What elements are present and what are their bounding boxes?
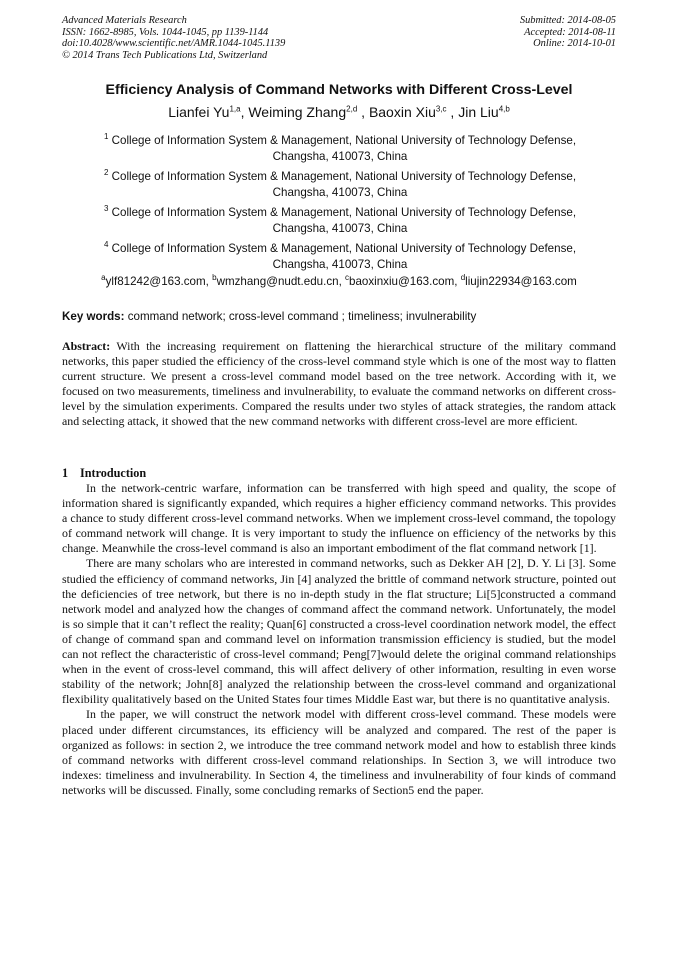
author-name: Baoxin Xiu — [368, 104, 436, 120]
email-list — [40, 273, 638, 288]
email-superscript: a — [101, 273, 106, 282]
affiliation-4 — [80, 237, 600, 273]
header-right — [520, 15, 616, 50]
email-separator: , — [338, 274, 346, 288]
email-superscript: b — [212, 273, 217, 282]
author-superscript: 3,c — [435, 104, 447, 114]
header-left — [62, 15, 285, 61]
affiliation-2 — [80, 165, 600, 201]
section-title: Introduction — [80, 466, 147, 480]
affiliation-3 — [80, 201, 600, 237]
paragraph: There are many scholars who are interested in command networks, such as Dekker AH [2], D. Y. Li [3]. Some studied the efficiency of command networks, Jin [4] analyzed the brittle of command network structure, pointed out the deficiencies of tree network, but there is no in-depth study in the flat structure; Li[5]constructed a command network model and analyzed how the changes of command affect the command network. Unfortunately, the model is so simple that it can’t reflect the reality; Quan[6] constructed a cross-level coordination network model, the effect of change of command span and command level on information transmission efficiency is studied, but the model can not reflect the characteristic of cross-level command; Peng[7]would delete the original command relationships when in the event of cross-level command, this will affect delivery of other information, resulting in even worse stability of the network; John[8] analyzed the relationship between the cross-level command and organizational flexibility qualitatively based on the United States four times Middle East war, but there is no quantitative analysis. — [62, 556, 616, 707]
journal-issn: ISSN: 1662-8985, Vols. 1044-1045, pp 1139-1144 — [62, 26, 269, 38]
online-date: Online: 2014-10-01 — [533, 38, 616, 50]
section-heading — [62, 466, 146, 481]
keywords — [62, 310, 616, 323]
affiliation-city: Changsha, 410073, China — [272, 221, 408, 235]
abstract — [62, 339, 616, 430]
affiliation-number: 1 — [103, 132, 109, 141]
affiliation-city: Changsha, 410073, China — [272, 149, 408, 163]
paragraph: In the paper, we will construct the network model with different cross-level command. These models were placed under different circumstances, its efficiency will be analyzed and compared. The rest of the paper is organized as follows: in section 2, we introduce the tree command network model and how to establish three kinds of command networks with different cross-level command relationships. In Section 3, we will introduce two indexes: timeliness and invulnerability. In Section 4, the timeliness and invulnerability of four kinds of command networks will be discussed. Finally, some concluding remarks of Section5 end the paper. — [62, 707, 616, 797]
introduction-body — [62, 481, 616, 798]
author-superscript: 1,a — [229, 104, 241, 114]
paper-title: Efficiency Analysis of Command Networks with Different Cross-Level — [105, 82, 573, 98]
author-superscript: 4,b — [498, 104, 510, 114]
author-name: Jin Liu — [458, 104, 499, 120]
author-separator: , — [357, 104, 369, 120]
email-address: baoxinxiu@163.com — [349, 274, 455, 288]
author-name: Weiming Zhang — [248, 104, 347, 120]
affiliation-number: 2 — [103, 168, 109, 177]
affiliation-number: 4 — [103, 240, 109, 249]
journal-copyright: © 2014 Trans Tech Publications Ltd, Switzerland — [62, 49, 268, 61]
author-separator: , — [240, 104, 249, 120]
accepted-date: Accepted: 2014-08-11 — [524, 26, 616, 38]
submitted-date: Submitted: 2014-08-05 — [519, 15, 616, 26]
email-address: ylf81242@163.com — [105, 274, 206, 288]
email-separator: , — [454, 274, 461, 288]
author-superscript: 2,d — [346, 104, 358, 114]
author-list — [40, 104, 638, 120]
paragraph: In the network-centric warfare, information can be transferred with high speed and quality, the scope of information shared is significantly expanded, which requires a higher efficiency command networks. This provides a chance to study different cross-level command networks. When we implement cross-level command, the topology of command network will change. It is very important to study the influence on efficiency of the networks by this change. Meanwhile the cross-level command is also an important embodiment of the flat command network [1]. — [62, 481, 616, 556]
author-name: Lianfei Yu — [168, 104, 230, 120]
affiliation-line: College of Information System & Management, National University of Technology Defense, — [111, 241, 577, 255]
keywords-label: Key words: — [62, 310, 125, 323]
email-superscript: c — [345, 273, 350, 282]
section-number: 1 — [62, 466, 69, 480]
affiliation-line: College of Information System & Management, National University of Technology Defense, — [111, 133, 577, 147]
email-address: wmzhang@nudt.edu.cn — [216, 274, 339, 288]
affiliation-1 — [80, 129, 600, 165]
abstract-text: With the increasing requirement on flattening the hierarchical structure of the military command networks, this paper studied the efficiency of the cross-level command style which is one of the most way to flatten current structure. We present a cross-level command model based on the tree network. According with it, we focused on two measurements, timeliness and invulnerability, to evaluate the command networks on different cross-level by the simulation experiments. Compared the results under two styles of attack strategies, the random attack and selecting attack, it showed that the new command networks with different cross-level are more efficient. — [62, 339, 616, 429]
affiliation-line: College of Information System & Management, National University of Technology Defense, — [111, 169, 577, 183]
affiliation-city: Changsha, 410073, China — [272, 257, 408, 271]
affiliation-city: Changsha, 410073, China — [272, 185, 408, 199]
affiliation-line: College of Information System & Management, National University of Technology Defense, — [111, 205, 577, 219]
email-superscript: d — [460, 273, 466, 282]
abstract-label: Abstract: — [62, 339, 111, 353]
journal-doi: doi:10.4028/www.scientific.net/AMR.1044-1045.1139 — [62, 38, 286, 50]
affiliation-number: 3 — [103, 204, 109, 213]
journal-name: Advanced Materials Research — [62, 15, 187, 26]
email-separator: , — [205, 274, 213, 288]
author-separator: , — [446, 104, 459, 120]
keywords-text: command network; cross-level command ; timeliness; invulnerability — [124, 310, 477, 323]
email-address: liujin22934@163.com — [465, 274, 577, 288]
